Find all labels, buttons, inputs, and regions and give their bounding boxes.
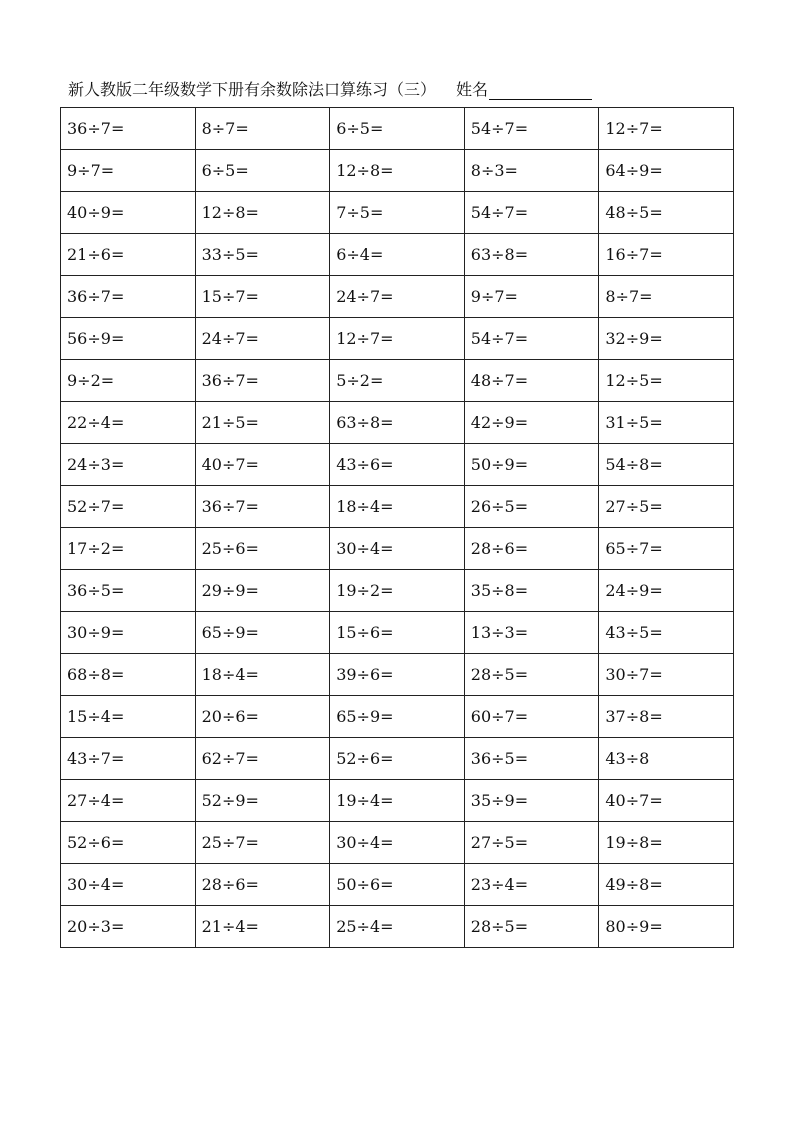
problem-cell: 12÷8= [330, 150, 465, 192]
problem-cell: 65÷7= [599, 528, 734, 570]
problem-row [61, 234, 734, 276]
problem-table [60, 107, 734, 948]
problem-row [61, 528, 734, 570]
problem-cell: 36÷7= [61, 276, 196, 318]
problem-row [61, 360, 734, 402]
problem-cell: 29÷9= [195, 570, 330, 612]
problem-cell: 52÷9= [195, 780, 330, 822]
problem-cell: 6÷5= [195, 150, 330, 192]
problem-row [61, 192, 734, 234]
problem-row [61, 864, 734, 906]
problem-cell: 37÷8= [599, 696, 734, 738]
problem-cell: 43÷5= [599, 612, 734, 654]
problem-cell: 12÷7= [330, 318, 465, 360]
problem-cell: 25÷7= [195, 822, 330, 864]
problem-cell: 64÷9= [599, 150, 734, 192]
problem-cell: 9÷7= [61, 150, 196, 192]
problem-row [61, 108, 734, 150]
problem-cell: 60÷7= [464, 696, 599, 738]
problem-row [61, 906, 734, 948]
problem-cell: 63÷8= [330, 402, 465, 444]
problem-cell: 28÷5= [464, 654, 599, 696]
problem-cell: 48÷7= [464, 360, 599, 402]
problem-cell: 6÷5= [330, 108, 465, 150]
name-input-line[interactable] [489, 81, 592, 100]
problem-cell: 39÷6= [330, 654, 465, 696]
problem-cell: 48÷5= [599, 192, 734, 234]
name-label: 姓名 [456, 80, 489, 99]
problem-cell: 19÷4= [330, 780, 465, 822]
problem-cell: 24÷7= [195, 318, 330, 360]
problem-row [61, 696, 734, 738]
problem-row [61, 318, 734, 360]
problem-table-body [61, 108, 734, 948]
problem-cell: 15÷6= [330, 612, 465, 654]
problem-cell: 22÷4= [61, 402, 196, 444]
problem-cell: 13÷3= [464, 612, 599, 654]
problem-cell: 27÷5= [464, 822, 599, 864]
problem-cell: 56÷9= [61, 318, 196, 360]
problem-cell: 9÷2= [61, 360, 196, 402]
problem-cell: 50÷9= [464, 444, 599, 486]
problem-cell: 52÷6= [330, 738, 465, 780]
problem-cell: 43÷7= [61, 738, 196, 780]
problem-cell: 24÷7= [330, 276, 465, 318]
problem-cell: 21÷6= [61, 234, 196, 276]
problem-cell: 30÷4= [330, 528, 465, 570]
problem-cell: 21÷4= [195, 906, 330, 948]
problem-cell: 28÷6= [195, 864, 330, 906]
problem-row [61, 654, 734, 696]
problem-row [61, 444, 734, 486]
problem-cell: 19÷2= [330, 570, 465, 612]
problem-cell: 16÷7= [599, 234, 734, 276]
problem-cell: 68÷8= [61, 654, 196, 696]
problem-cell: 31÷5= [599, 402, 734, 444]
problem-cell: 18÷4= [195, 654, 330, 696]
problem-cell: 54÷8= [599, 444, 734, 486]
problem-cell: 40÷7= [195, 444, 330, 486]
problem-cell: 20÷3= [61, 906, 196, 948]
problem-cell: 65÷9= [195, 612, 330, 654]
problem-cell: 40÷9= [61, 192, 196, 234]
problem-cell: 25÷6= [195, 528, 330, 570]
problem-cell: 26÷5= [464, 486, 599, 528]
problem-cell: 43÷8 [599, 738, 734, 780]
problem-cell: 12÷7= [599, 108, 734, 150]
problem-cell: 80÷9= [599, 906, 734, 948]
problem-cell: 42÷9= [464, 402, 599, 444]
problem-row [61, 570, 734, 612]
problem-cell: 21÷5= [195, 402, 330, 444]
problem-cell: 35÷8= [464, 570, 599, 612]
problem-cell: 15÷7= [195, 276, 330, 318]
problem-cell: 49÷8= [599, 864, 734, 906]
problem-row [61, 822, 734, 864]
problem-cell: 33÷5= [195, 234, 330, 276]
problem-cell: 6÷4= [330, 234, 465, 276]
problem-cell: 19÷8= [599, 822, 734, 864]
problem-cell: 25÷4= [330, 906, 465, 948]
problem-cell: 8÷3= [464, 150, 599, 192]
problem-row [61, 486, 734, 528]
problem-cell: 52÷7= [61, 486, 196, 528]
problem-cell: 35÷9= [464, 780, 599, 822]
problem-cell: 30÷4= [330, 822, 465, 864]
worksheet-title: 新人教版二年级数学下册有余数除法口算练习（三） [68, 80, 437, 99]
problem-cell: 7÷5= [330, 192, 465, 234]
problem-cell: 36÷7= [195, 360, 330, 402]
problem-cell: 9÷7= [464, 276, 599, 318]
problem-cell: 36÷7= [61, 108, 196, 150]
problem-cell: 30÷9= [61, 612, 196, 654]
problem-cell: 27÷5= [599, 486, 734, 528]
problem-row [61, 612, 734, 654]
problem-cell: 62÷7= [195, 738, 330, 780]
problem-cell: 50÷6= [330, 864, 465, 906]
problem-cell: 18÷4= [330, 486, 465, 528]
problem-cell: 43÷6= [330, 444, 465, 486]
problem-cell: 36÷5= [61, 570, 196, 612]
problem-cell: 30÷4= [61, 864, 196, 906]
problem-cell: 15÷4= [61, 696, 196, 738]
problem-cell: 52÷6= [61, 822, 196, 864]
problem-cell: 24÷9= [599, 570, 734, 612]
problem-row [61, 738, 734, 780]
problem-cell: 24÷3= [61, 444, 196, 486]
problem-cell: 40÷7= [599, 780, 734, 822]
problem-cell: 63÷8= [464, 234, 599, 276]
problem-row [61, 276, 734, 318]
problem-cell: 20÷6= [195, 696, 330, 738]
problem-cell: 23÷4= [464, 864, 599, 906]
problem-cell: 32÷9= [599, 318, 734, 360]
problem-cell: 28÷5= [464, 906, 599, 948]
problem-cell: 54÷7= [464, 318, 599, 360]
problem-row [61, 780, 734, 822]
problem-cell: 28÷6= [464, 528, 599, 570]
problem-cell: 12÷5= [599, 360, 734, 402]
problem-cell: 5÷2= [330, 360, 465, 402]
worksheet-header [68, 76, 592, 100]
problem-cell: 54÷7= [464, 192, 599, 234]
problem-cell: 36÷7= [195, 486, 330, 528]
problem-cell: 36÷5= [464, 738, 599, 780]
problem-cell: 30÷7= [599, 654, 734, 696]
problem-cell: 27÷4= [61, 780, 196, 822]
problem-cell: 54÷7= [464, 108, 599, 150]
problem-cell: 65÷9= [330, 696, 465, 738]
problem-cell: 8÷7= [195, 108, 330, 150]
problem-cell: 8÷7= [599, 276, 734, 318]
problem-cell: 17÷2= [61, 528, 196, 570]
problem-row [61, 150, 734, 192]
problem-row [61, 402, 734, 444]
problem-cell: 12÷8= [195, 192, 330, 234]
